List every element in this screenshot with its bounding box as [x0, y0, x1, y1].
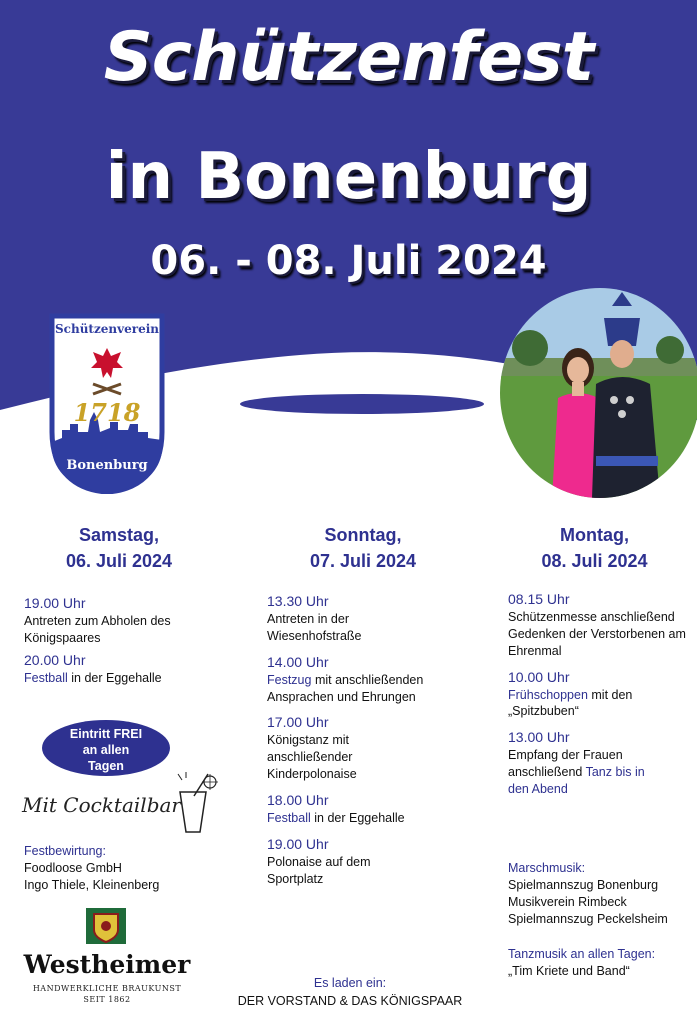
event-text-rest: mit anschließenden Ansprachen und Ehrungen	[267, 672, 424, 704]
event-highlight: Tanz bis in den Abend	[508, 765, 645, 796]
event-time: 19.00 Uhr	[267, 835, 329, 852]
schedule-item	[508, 668, 697, 721]
event-text: Antreten in der Wiesenhofstraße	[267, 612, 362, 643]
schedule-item	[508, 728, 697, 798]
day-name: Samstag,	[78, 525, 160, 545]
brewery-tagline-line: HANDWERKLICHE BRAUKUNST	[32, 984, 182, 993]
event-highlight: Festball	[24, 670, 68, 685]
day-name: Sonntag,	[324, 525, 402, 545]
badge-line: Tagen	[88, 759, 124, 773]
event-time: 08.15 Uhr	[508, 591, 570, 608]
music-band: Musikverein Rimbeck	[508, 894, 627, 909]
day-column-sunday	[248, 522, 478, 887]
schedule-item	[508, 590, 697, 660]
royal-couple-photo	[500, 288, 697, 498]
schedule-item	[267, 835, 478, 888]
event-time: 14.00 Uhr	[267, 653, 329, 670]
event-dates: 06. - 08. Juli 2024	[150, 238, 547, 284]
schedule-item	[267, 791, 478, 827]
badge-line: Eintritt FREI	[69, 727, 143, 741]
crest-year: 1718	[73, 398, 141, 427]
schedule-item	[267, 592, 478, 645]
dance-band: „Tim Kriete und Band“	[508, 963, 630, 978]
brewery-name: Westheimer	[23, 950, 191, 979]
day-heading	[4, 522, 234, 574]
event-text	[267, 672, 467, 706]
crest-bottom-text: Bonenburg	[66, 458, 148, 473]
event-text	[508, 747, 658, 798]
day-date: 06. Juli 2024	[65, 551, 173, 572]
catering-info	[24, 843, 159, 894]
invite-hosts: DER VORSTAND & DAS KÖNIGSPAAR	[237, 993, 463, 1008]
event-text	[267, 810, 478, 827]
event-highlight: Frühschoppen	[508, 687, 588, 702]
catering-label: Festbewirtung:	[24, 844, 106, 858]
brewery-founded: SEIT 1862	[83, 995, 131, 1004]
event-time: 10.00 Uhr	[508, 668, 570, 685]
day-heading	[492, 522, 697, 574]
day-heading	[248, 522, 478, 574]
event-text-rest: mit den „Spitzbuben“	[508, 687, 633, 719]
crest-top-text: Schützenverein	[55, 322, 159, 336]
event-highlight: Festzug	[267, 672, 312, 687]
catering-contact: Ingo Thiele, Kleinenberg	[24, 877, 160, 892]
event-title: Schützenfest	[103, 18, 594, 97]
event-text: Antreten zum Abholen des Königspaares	[24, 614, 171, 645]
event-time: 17.00 Uhr	[267, 714, 329, 731]
event-text-rest: Empfang der Frauen anschließend	[508, 748, 623, 780]
music-band: Spielmannszug Bonenburg	[508, 877, 659, 892]
invitation	[190, 975, 510, 1010]
march-music-info	[508, 860, 668, 928]
schedule-item	[267, 653, 478, 706]
club-crest	[48, 312, 166, 494]
event-text-rest: in der Eggehalle	[310, 810, 405, 825]
catering-company: Foodloose GmbH	[24, 860, 122, 875]
music-band: Spielmannszug Peckelsheim	[508, 911, 668, 926]
day-column-saturday	[4, 522, 234, 687]
music-label: Marschmusik:	[508, 861, 586, 875]
event-time: 13.00 Uhr	[508, 729, 570, 746]
cocktail-bar-text: Mit Cocktailbar	[22, 793, 181, 817]
dance-label: Tanzmusik an allen Tagen:	[508, 947, 656, 961]
event-text-rest: in der Eggehalle	[67, 670, 162, 685]
invite-label: Es laden ein:	[313, 976, 387, 990]
event-text: Polonaise auf dem Sportplatz	[267, 854, 371, 886]
day-name: Montag,	[560, 525, 629, 545]
event-location: in Bonenburg	[105, 140, 592, 214]
schedule-item	[24, 651, 234, 687]
event-highlight: Festball	[267, 810, 311, 825]
cocktail-glass-icon	[172, 770, 220, 836]
free-entry-badge	[42, 720, 170, 776]
dance-music-info	[508, 946, 655, 980]
event-time: 20.00 Uhr	[24, 651, 86, 668]
badge-line: an allen	[82, 743, 130, 757]
day-column-monday	[492, 522, 697, 798]
event-text	[508, 687, 678, 721]
schedule-item	[24, 594, 234, 647]
brewery-crest-icon	[84, 906, 128, 946]
event-text: Schützenmesse anschließend Gedenken der Verstorbenen am Ehrenmal	[508, 610, 686, 658]
brewery-tagline	[22, 983, 192, 1005]
event-time: 18.00 Uhr	[267, 791, 329, 808]
event-time: 13.30 Uhr	[267, 593, 329, 610]
event-text	[24, 670, 234, 687]
event-text: Königstanz mit anschließender Kinderpolonaise	[267, 733, 357, 782]
event-time: 19.00 Uhr	[24, 595, 86, 612]
day-date: 08. Juli 2024	[541, 551, 648, 572]
day-date: 07. Juli 2024	[309, 551, 417, 572]
schedule-item	[267, 713, 478, 783]
